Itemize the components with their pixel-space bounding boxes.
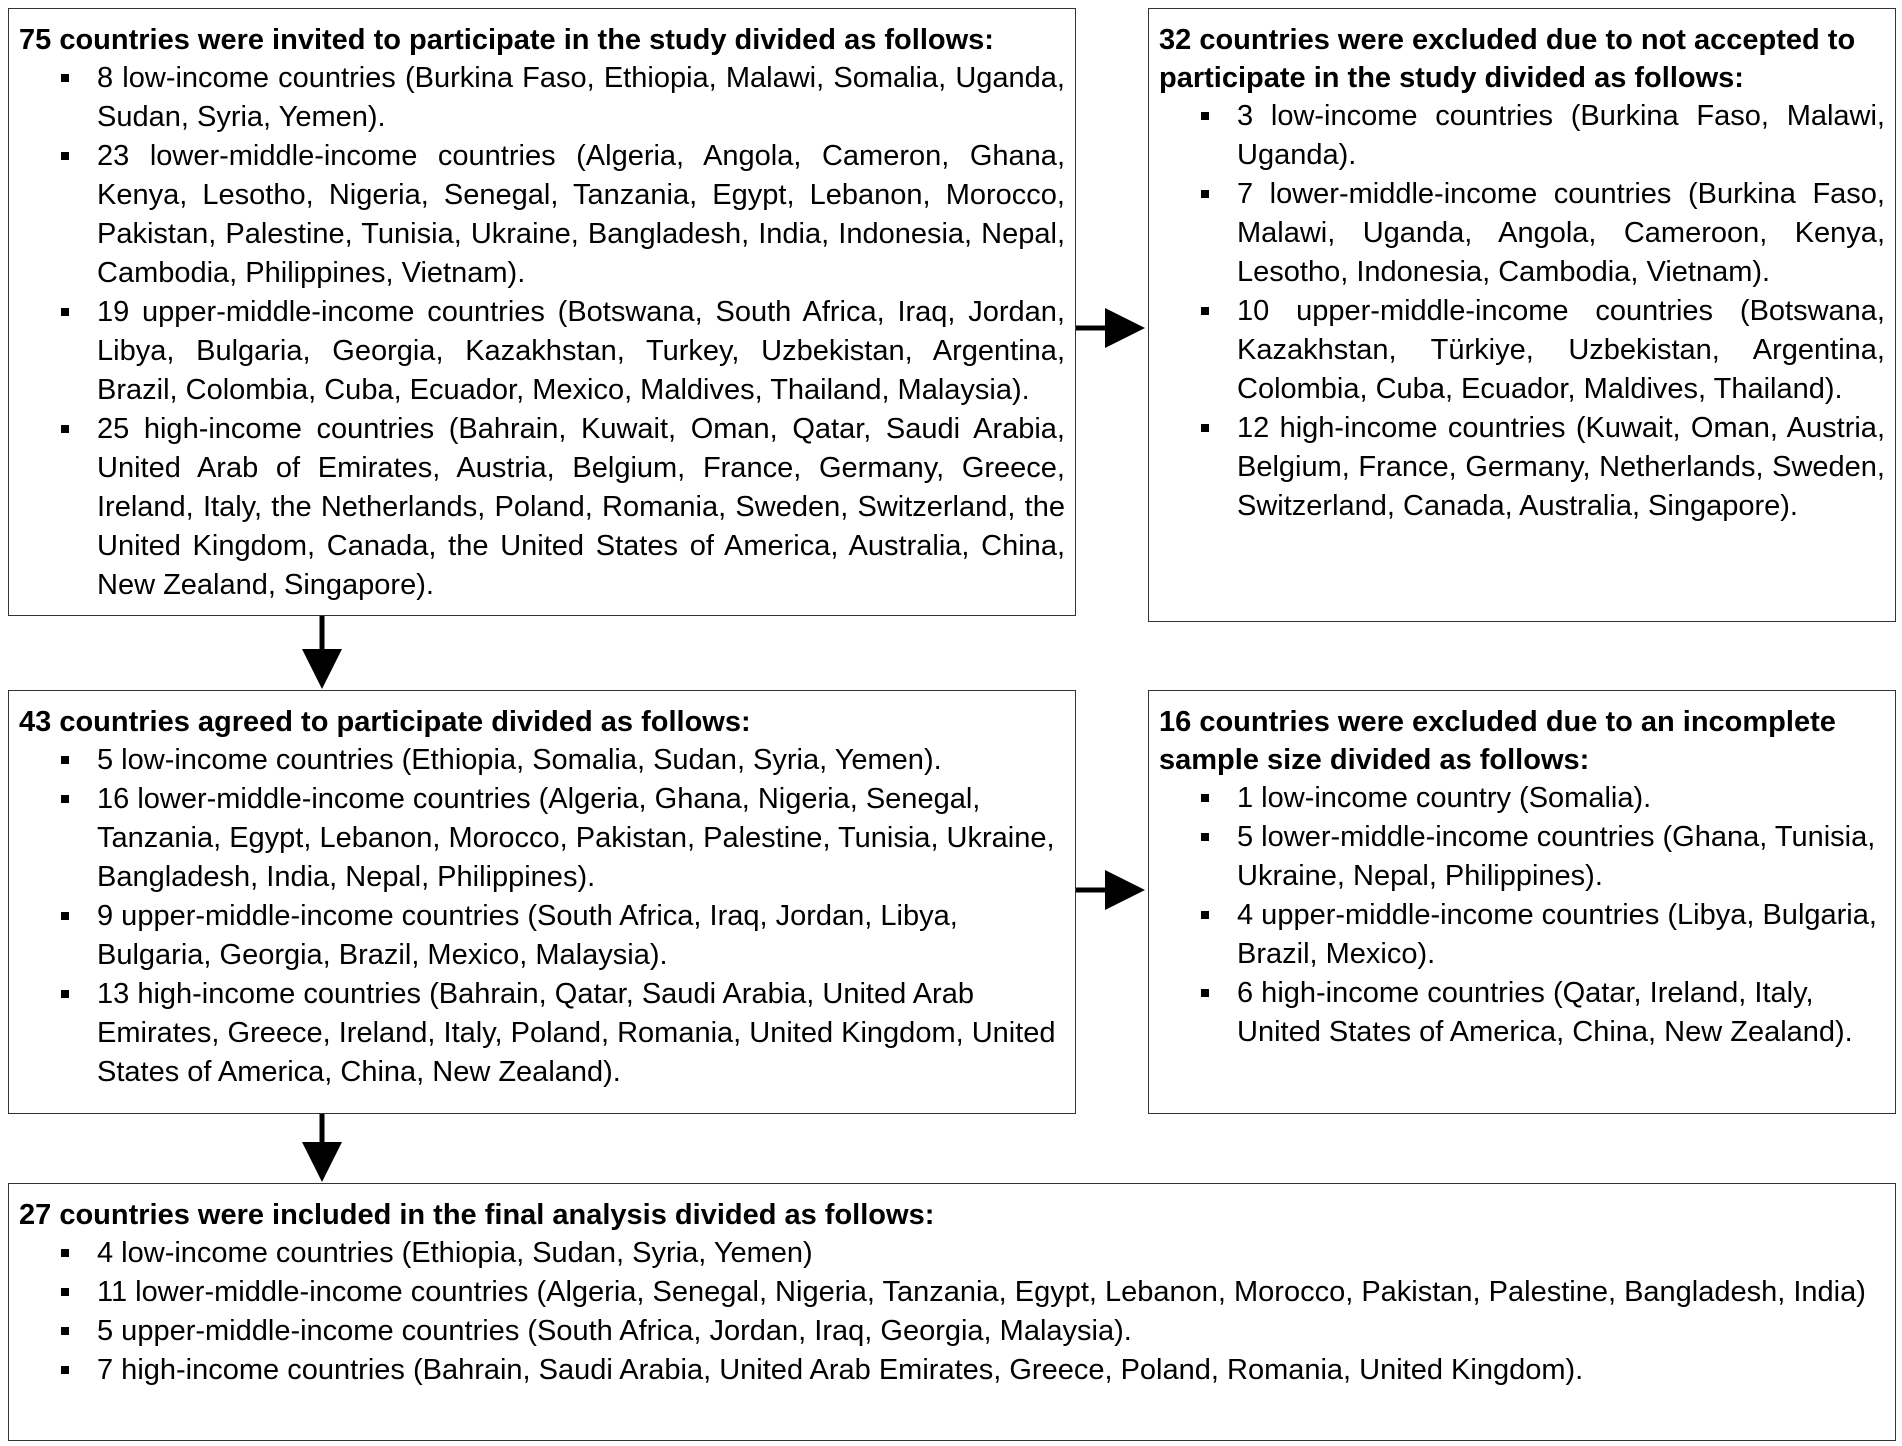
list-item: 25 high-income countries (Bahrain, Kuwait, Oman, Qatar, Saudi Arabia, United Arab of Emirates, Austria, Belgium, France, Germany, Greece, Ireland, Italy, the Netherlands, Poland, Romania, Sweden, Switzerland, the United Kingdom, Canada, the United States of America, Australia, China, New Zealand, Singapore). [19, 410, 1065, 605]
list-item: 7 lower-middle-income countries (Burkina Faso, Malawi, Uganda, Angola, Cameroon, Kenya, Lesotho, Indonesia, Cambodia, Vietnam). [1159, 175, 1885, 292]
list-item: 13 high-income countries (Bahrain, Qatar, Saudi Arabia, United Arab Emirates, Greece, Ireland, Italy, Poland, Romania, United Kingdom, United States of America, China, New Zealand). [19, 975, 1065, 1092]
list-item: 16 lower-middle-income countries (Algeria, Ghana, Nigeria, Senegal, Tanzania, Egypt, Lebanon, Morocco, Pakistan, Palestine, Tunisia, Ukraine, Bangladesh, India, Nepal, Philippines). [19, 780, 1065, 897]
final-title: 27 countries were included in the final analysis divided as follows: [19, 1199, 935, 1231]
list-item: 5 upper-middle-income countries (South Africa, Jordan, Iraq, Georgia, Malaysia). [19, 1312, 1885, 1351]
list-item: 3 low-income countries (Burkina Faso, Malawi, Uganda). [1159, 97, 1885, 175]
list-item: 6 high-income countries (Qatar, Ireland, Italy, United States of America, China, New Zealand). [1159, 974, 1885, 1052]
excluded-incomplete-title: 16 countries were excluded due to an incomplete sample size divided as follows: [1159, 706, 1836, 776]
list-item: 19 upper-middle-income countries (Botswana, South Africa, Iraq, Jordan, Libya, Bulgaria, Georgia, Kazakhstan, Turkey, Uzbekistan, Argentina, Brazil, Colombia, Cuba, Ecuador, Mexico, Maldives, Thailand, Malaysia). [19, 293, 1065, 410]
list-item: 7 high-income countries (Bahrain, Saudi Arabia, United Arab Emirates, Greece, Poland, Romania, United Kingdom). [19, 1351, 1885, 1390]
agreed-title: 43 countries agreed to participate divided as follows: [19, 706, 751, 738]
list-item: 5 lower-middle-income countries (Ghana, Tunisia, Ukraine, Nepal, Philippines). [1159, 818, 1885, 896]
list-item: 4 upper-middle-income countries (Libya, Bulgaria, Brazil, Mexico). [1159, 896, 1885, 974]
list-item: 23 lower-middle-income countries (Algeria, Angola, Cameron, Ghana, Kenya, Lesotho, Nigeria, Senegal, Tanzania, Egypt, Lebanon, Morocco, Pakistan, Palestine, Tunisia, Ukraine, Bangladesh, India, Indonesia, Nepal, Cambodia, Philippines, Vietnam). [19, 137, 1065, 293]
list-item: 9 upper-middle-income countries (South Africa, Iraq, Jordan, Libya, Bulgaria, Georgia, Brazil, Mexico, Malaysia). [19, 897, 1065, 975]
invited-title: 75 countries were invited to participate in the study divided as follows: [19, 24, 994, 56]
list-item: 10 upper-middle-income countries (Botswana, Kazakhstan, Türkiye, Uzbekistan, Argentina, Colombia, Cuba, Ecuador, Maldives, Thailand). [1159, 292, 1885, 409]
list-item: 11 lower-middle-income countries (Algeria, Senegal, Nigeria, Tanzania, Egypt, Lebanon, Morocco, Pakistan, Palestine, Bangladesh, India) [19, 1273, 1885, 1312]
list-item: 12 high-income countries (Kuwait, Oman, Austria, Belgium, France, Germany, Netherlands, Sweden, Switzerland, Canada, Australia, Singapore). [1159, 409, 1885, 526]
list-item: 5 low-income countries (Ethiopia, Somalia, Sudan, Syria, Yemen). [19, 741, 1065, 780]
list-item: 8 low-income countries (Burkina Faso, Ethiopia, Malawi, Somalia, Uganda, Sudan, Syria, Yemen). [19, 59, 1065, 137]
list-item: 1 low-income country (Somalia). [1159, 779, 1885, 818]
list-item: 4 low-income countries (Ethiopia, Sudan, Syria, Yemen) [19, 1234, 1885, 1273]
excluded-not-accepted-title: 32 countries were excluded due to not accepted to participate in the study divided as follows: [1159, 24, 1856, 94]
